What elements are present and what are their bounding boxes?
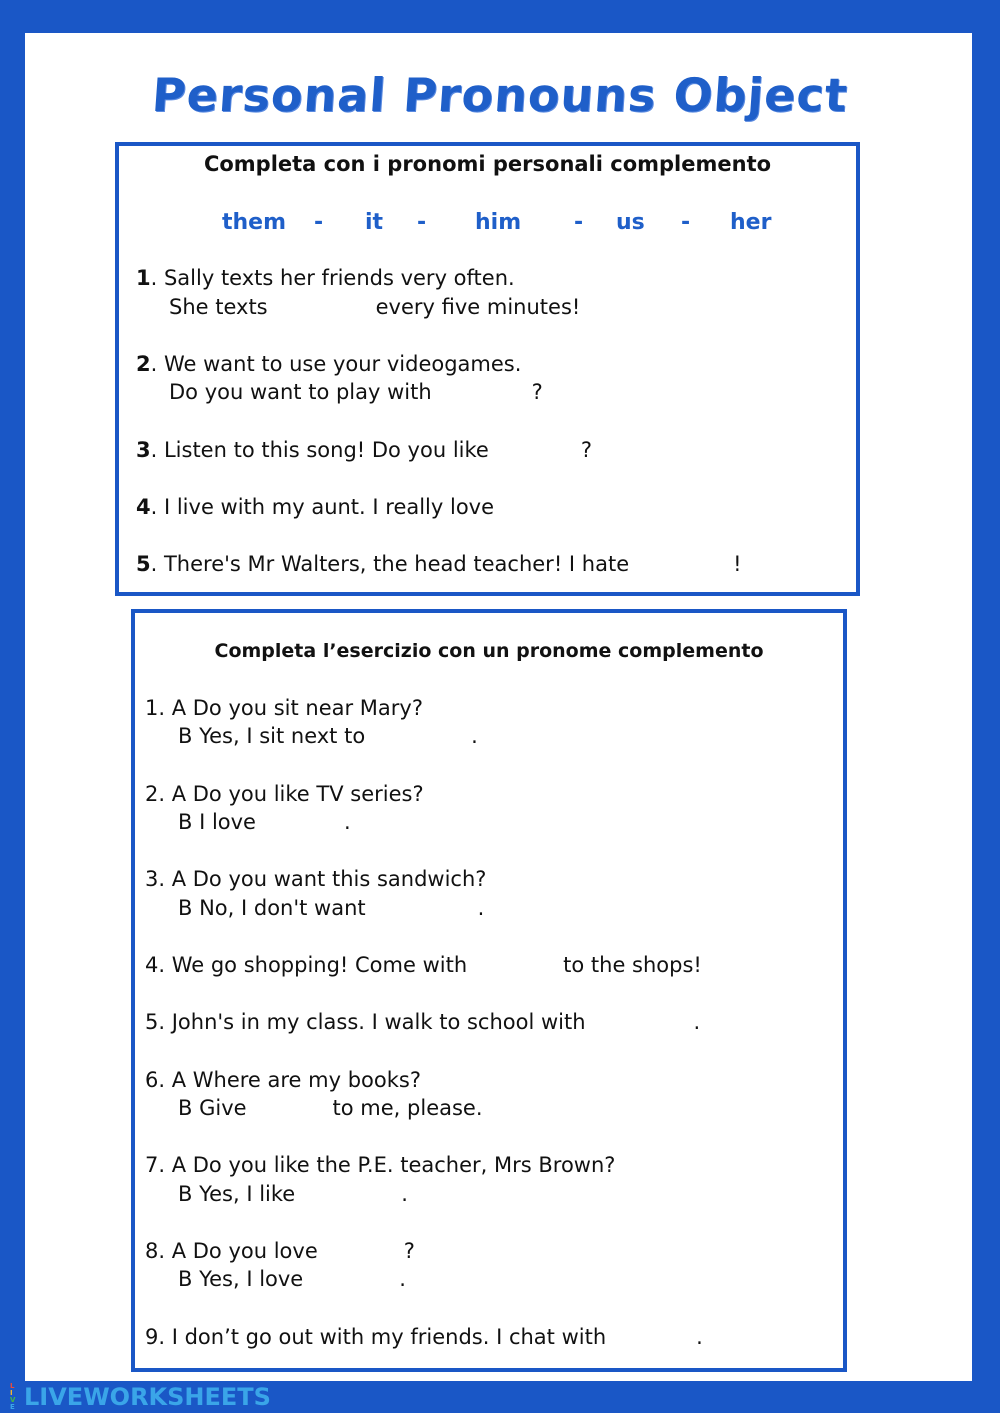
word-bank-them: them [222,210,287,235]
exercise-2-item-8-answer: B Yes, I love . [178,1267,406,1291]
exercise-2-item-1-question: 1. A Do you sit near Mary? [145,696,423,720]
exercise-1-item-3: 3. Listen to this song! Do you like ? [136,438,592,462]
exercise-2-item-7-answer: B Yes, I like . [178,1182,408,1206]
page-title: Personal Pronouns Object [150,68,850,122]
exercise-1-item-4: 4. I live with my aunt. I really love [136,495,495,519]
exercise-2-item-6-answer: B Give to me, please. [178,1096,483,1120]
exercise-2-item-3-question: 3. A Do you want this sandwich? [145,867,487,891]
word-bank-separator: - [417,210,427,235]
word-bank-separator: - [574,210,584,235]
exercise-2-item-9: 9. I don’t go out with my friends. I chat with . [145,1325,703,1349]
exercise-1-item-1-question: 1. Sally texts her friends very often. [136,266,515,290]
exercise-2-item-1-answer: B Yes, I sit next to . [178,724,478,748]
exercise-1-item-5: 5. There's Mr Walters, the head teacher! I hate ! [136,552,742,576]
word-bank-us: us [616,210,645,235]
exercise-1-item-2-question: 2. We want to use your videogames. [136,352,522,376]
exercise-2-item-5: 5. John's in my class. I walk to school with . [145,1010,701,1034]
exercise-2-item-6-question: 6. A Where are my books? [145,1068,421,1092]
exercise-2-item-7-question: 7. A Do you like the P.E. teacher, Mrs Brown? [145,1153,616,1177]
liveworksheets-logo[interactable] [10,1383,271,1411]
exercise-1-item-1-answer: She texts every five minutes! [169,295,581,319]
word-bank-separator: - [314,210,324,235]
exercise-2-box [131,609,847,1372]
word-bank-her: her [730,210,772,235]
exercise-1-heading: Completa con i pronomi personali complemento [203,152,772,176]
exercise-1-box [115,142,860,596]
exercise-2-heading: Completa l’esercizio con un pronome complemento [214,640,764,662]
word-bank-it: it [365,210,384,235]
word-bank-him: him [475,210,522,235]
exercise-2-item-8-question: 8. A Do you love ? [145,1239,415,1263]
exercise-2-item-2-answer: B I love . [178,810,351,834]
logo-text: LIVEWORKSHEETS [24,1383,271,1411]
exercise-2-item-3-answer: B No, I don't want . [178,896,485,920]
exercise-1-item-2-answer: Do you want to play with ? [169,380,543,404]
word-bank-separator: - [681,210,691,235]
exercise-2-item-2-question: 2. A Do you like TV series? [145,782,424,806]
exercise-2-item-4: 4. We go shopping! Come with to the shops! [145,953,702,977]
logo-mark-icon: L I V E [10,1382,16,1411]
